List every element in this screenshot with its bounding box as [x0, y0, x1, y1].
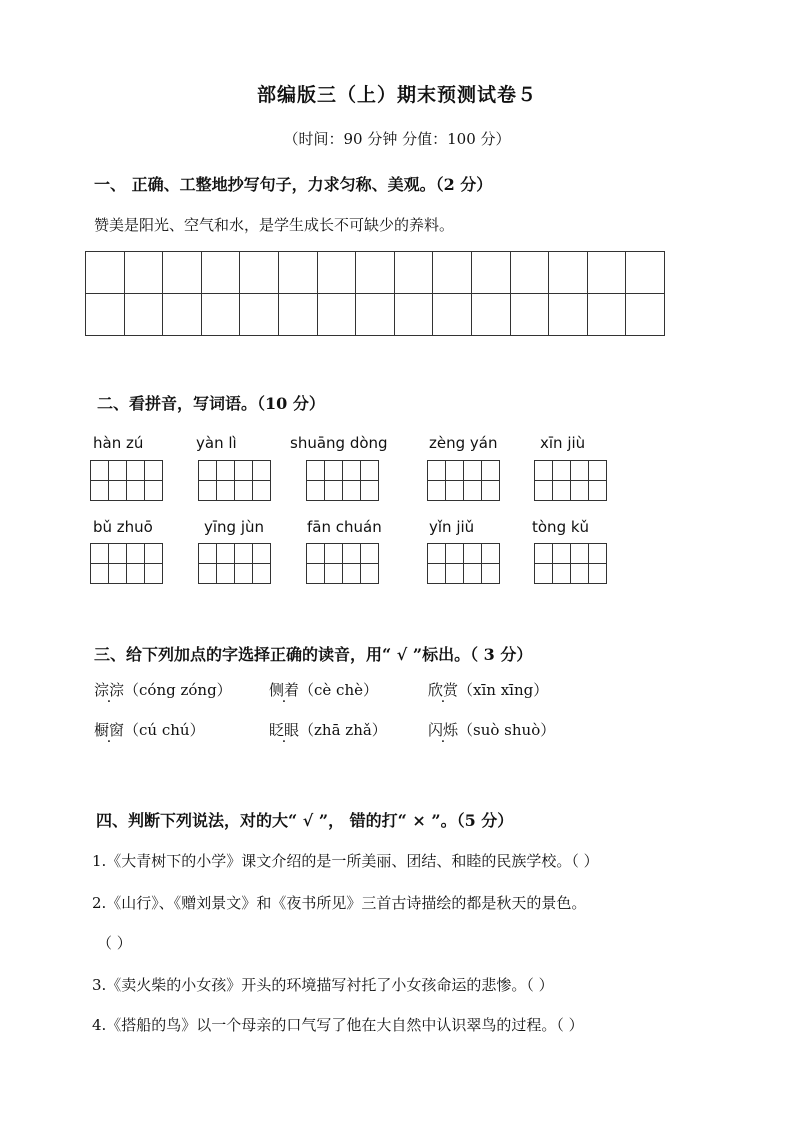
pinyin-label: yàn lì: [196, 434, 237, 452]
pinyin-label: zèng yán: [429, 434, 498, 452]
pinyin-label: hàn zú: [93, 434, 144, 452]
reading-item: 闪烁（suò shuò）: [428, 721, 556, 739]
exam-info: （时间：90 分钟 分值：100 分）: [283, 130, 511, 148]
pinyin-label: xīn jiù: [540, 434, 586, 452]
pinyin-label: fān chuán: [307, 518, 382, 536]
pinyin-label: tòng kǔ: [532, 518, 590, 536]
judgement-answer-blank: （ ）: [97, 934, 132, 952]
section1-heading: 一、 正确、工整地抄写句子，力求匀称、美观。（2 分）: [94, 175, 493, 194]
judgement-item: 2.《山行》、《赠刘景文》和《夜书所见》三首古诗描绘的都是秋天的景色。: [92, 894, 587, 912]
section4-heading: 四、判断下列说法，对的大“ √ ”， 错的打“ × ”。（5 分）: [96, 811, 514, 830]
copy-writing-grid[interactable]: [85, 251, 665, 336]
reading-item: 淙淙（cóng zóng）: [94, 681, 232, 699]
writing-box[interactable]: [534, 543, 607, 584]
judgement-item: 1.《大青树下的小学》课文介绍的是一所美丽、团结、和睦的民族学校。（ ）: [92, 852, 599, 870]
writing-box[interactable]: [306, 460, 379, 501]
section2-heading: 二、看拼音，写词语。（10 分）: [97, 394, 325, 413]
writing-box[interactable]: [90, 460, 163, 501]
writing-box[interactable]: [306, 543, 379, 584]
pinyin-label: bǔ zhuō: [93, 518, 153, 536]
reading-item: 欣赏（xīn xīng）: [428, 681, 549, 699]
writing-box[interactable]: [198, 460, 271, 501]
section3-heading: 三、给下列加点的字选择正确的读音，用“ √ ”标出。（ 3 分）: [94, 645, 533, 664]
writing-box[interactable]: [198, 543, 271, 584]
writing-box[interactable]: [427, 460, 500, 501]
judgement-item: 4.《搭船的鸟》以一个母亲的口气写了他在大自然中认识翠鸟的过程。（ ）: [92, 1016, 584, 1034]
pinyin-label: yǐn jiǔ: [429, 518, 475, 536]
writing-box[interactable]: [534, 460, 607, 501]
judgement-item: 3.《卖火柴的小女孩》开头的环境描写衬托了小女孩命运的悲惨。（ ）: [92, 976, 554, 994]
pinyin-label: shuāng dòng: [290, 434, 388, 452]
pinyin-label: yīng jùn: [204, 518, 265, 536]
writing-box[interactable]: [90, 543, 163, 584]
reading-item: 眨眼（zhā zhǎ）: [269, 721, 387, 739]
reading-item: 橱窗（cú chú）: [94, 721, 205, 739]
writing-box[interactable]: [427, 543, 500, 584]
reading-item: 侧着（cè chè）: [269, 681, 379, 699]
copy-sentence: 赞美是阳光、空气和水，是学生成长不可缺少的养料。: [94, 216, 455, 234]
page-title: 部编版三（上）期末预测试卷５: [256, 84, 537, 106]
